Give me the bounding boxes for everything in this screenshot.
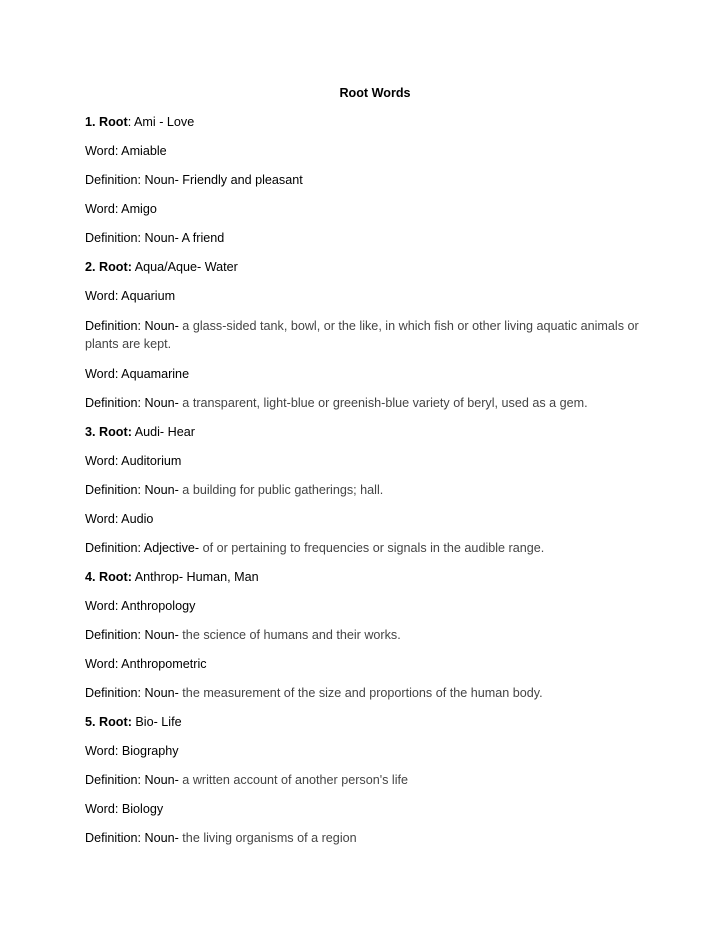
- root-text: Aqua/Aque- Water: [131, 260, 238, 274]
- definition-line: [85, 230, 645, 259]
- root-colon: :: [127, 425, 132, 439]
- word-text: Word: Aquarium: [85, 289, 176, 303]
- word-line: [85, 801, 645, 830]
- word-line: [85, 511, 645, 540]
- root-label: Root: [99, 570, 128, 584]
- word-line: [85, 743, 645, 772]
- root-heading: [85, 569, 645, 598]
- root-heading: [85, 114, 645, 143]
- root-text: Bio- Life: [131, 715, 182, 729]
- definition-text: a written account of another person's life: [178, 773, 409, 787]
- document-page: [85, 85, 645, 859]
- definition-line: [85, 772, 645, 801]
- root-number: 1.: [85, 115, 96, 129]
- definition-line: [85, 685, 645, 714]
- word-line: [85, 598, 645, 627]
- definition-text: the living organisms of a region: [178, 831, 357, 845]
- root-number: 5.: [85, 715, 96, 729]
- root-label: Root: [99, 425, 128, 439]
- word-line: [85, 656, 645, 685]
- root-colon: :: [127, 115, 132, 129]
- root-text: Anthrop- Human, Man: [131, 570, 259, 584]
- word-text: Word: Amiable: [85, 144, 167, 158]
- entry-list: [85, 114, 645, 859]
- definition-text: of or pertaining to frequencies or signals in the audible range.: [199, 541, 545, 555]
- definition-text: the science of humans and their works.: [178, 628, 401, 642]
- definition-text: a glass-sided tank, bowl, or the like, in which fish or other living aquatic animals or plants are kept.: [85, 319, 639, 351]
- root-colon: :: [127, 570, 132, 584]
- word-text: Word: Anthropometric: [85, 657, 207, 671]
- root-label: Root: [99, 715, 128, 729]
- root-number: 2.: [85, 260, 96, 274]
- word-line: [85, 366, 645, 395]
- word-text: Word: Biology: [85, 802, 164, 816]
- definition-label: Definition: Noun-: [85, 319, 179, 333]
- word-text: Word: Amigo: [85, 202, 157, 216]
- word-text: Word: Audio: [85, 512, 154, 526]
- root-colon: :: [127, 260, 132, 274]
- definition-line: [85, 627, 645, 656]
- root-heading: [85, 424, 645, 453]
- definition-text: a transparent, light-blue or greenish-blue variety of beryl, used as a gem.: [178, 396, 588, 410]
- root-number: 3.: [85, 425, 96, 439]
- word-text: Word: Auditorium: [85, 454, 182, 468]
- root-text: Ami - Love: [131, 115, 195, 129]
- definition-label: Definition: Noun-: [85, 628, 179, 642]
- word-line: [85, 453, 645, 482]
- definition-label: Definition: Noun- Friendly and pleasant: [85, 173, 303, 187]
- root-label: Root: [99, 115, 128, 129]
- definition-line: [85, 482, 645, 511]
- root-text: Audi- Hear: [131, 425, 195, 439]
- definition-line: [85, 395, 645, 424]
- definition-line: [85, 317, 645, 366]
- word-line: [85, 288, 645, 317]
- definition-line: [85, 540, 645, 569]
- word-text: Word: Anthropology: [85, 599, 196, 613]
- root-number: 4.: [85, 570, 96, 584]
- definition-line: [85, 172, 645, 201]
- root-heading: [85, 714, 645, 743]
- word-line: [85, 143, 645, 172]
- definition-label: Definition: Adjective-: [85, 541, 200, 555]
- definition-line: [85, 830, 645, 859]
- definition-text: a building for public gatherings; hall.: [178, 483, 384, 497]
- definition-label: Definition: Noun- A friend: [85, 231, 225, 245]
- root-colon: :: [127, 715, 132, 729]
- definition-label: Definition: Noun-: [85, 686, 179, 700]
- definition-label: Definition: Noun-: [85, 483, 179, 497]
- root-label: Root: [99, 260, 128, 274]
- definition-text: the measurement of the size and proportions of the human body.: [178, 686, 543, 700]
- word-text: Word: Biography: [85, 744, 179, 758]
- document-title: Root Words: [339, 86, 411, 100]
- word-line: [85, 201, 645, 230]
- definition-label: Definition: Noun-: [85, 396, 179, 410]
- definition-label: Definition: Noun-: [85, 773, 179, 787]
- root-heading: [85, 259, 645, 288]
- word-text: Word: Aquamarine: [85, 367, 190, 381]
- definition-label: Definition: Noun-: [85, 831, 179, 845]
